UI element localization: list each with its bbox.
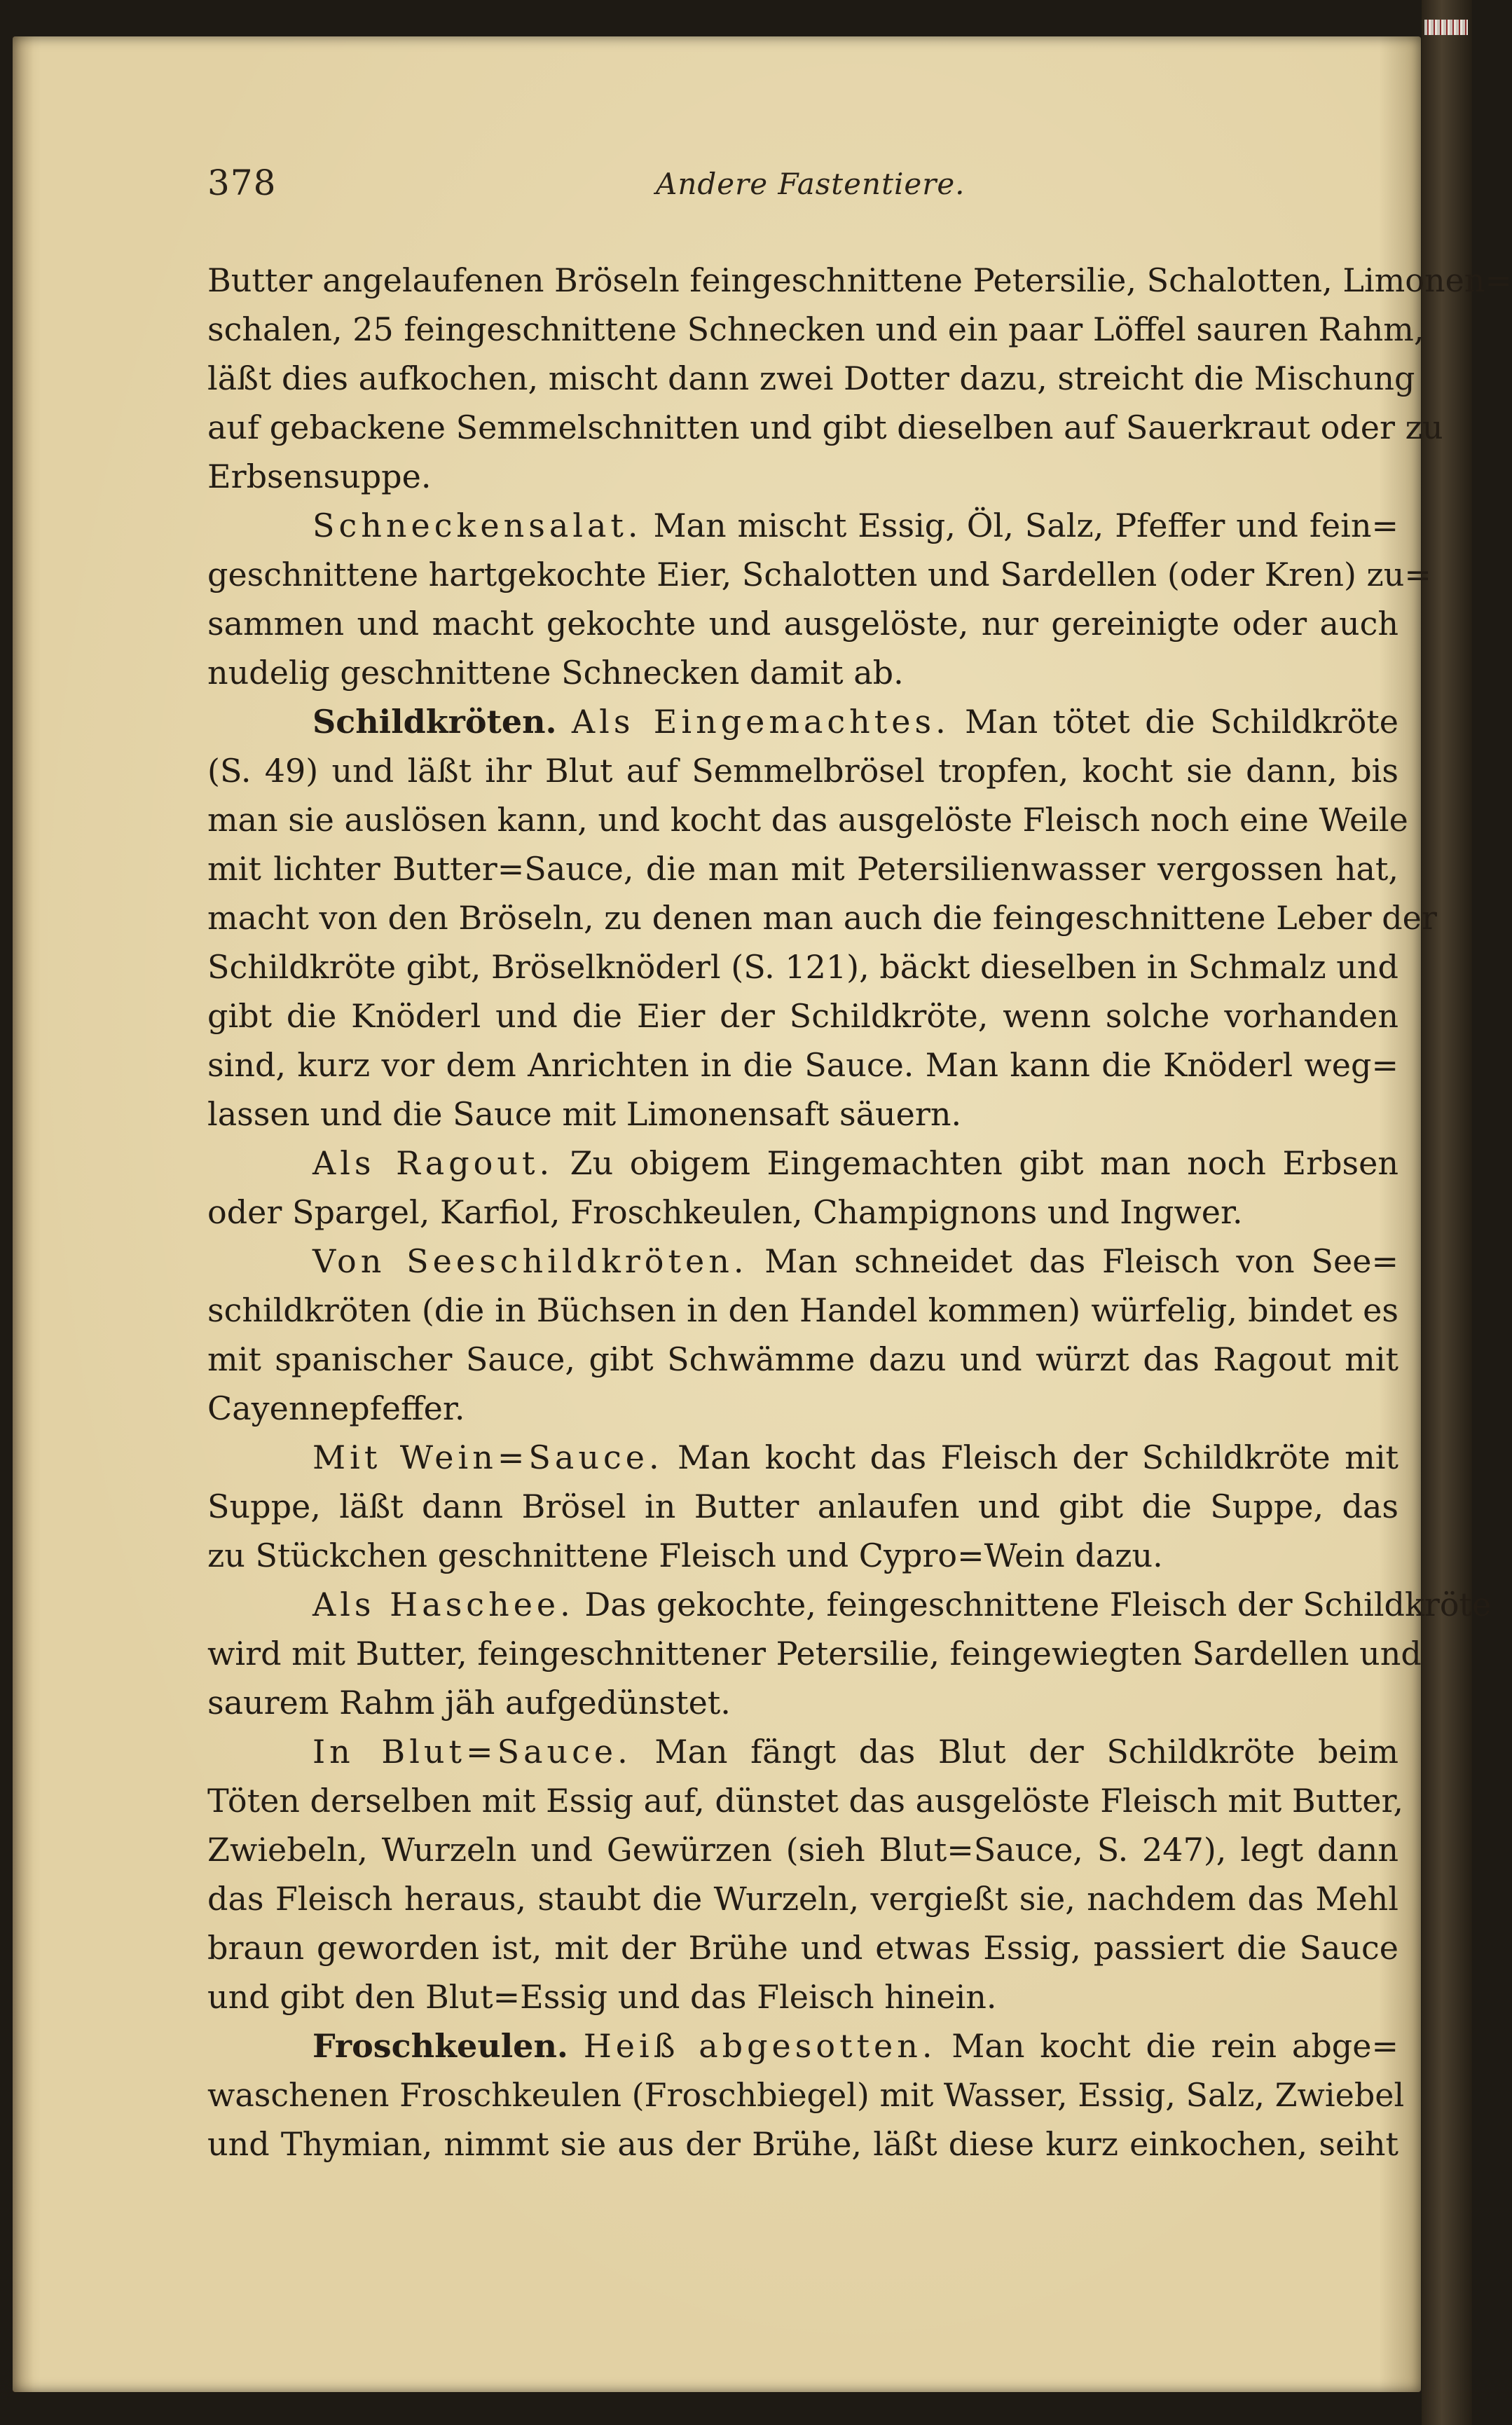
text-run: macht von den Bröseln, zu denen man auch die feingeschnittene Leber der	[207, 899, 1437, 937]
text-run: oder Spargel, Karfiol, Froschkeulen, Champignons und Ingwer.	[207, 1193, 1243, 1231]
text-run: Schildkröte gibt, Bröselknöderl (S. 121), bäckt dieselben in Schmalz und	[207, 948, 1398, 986]
text-run: waschenen Froschkeulen (Froschbiegel) mit Wasser, Essig, Salz, Zwiebel	[207, 2076, 1405, 2114]
text-run: und gibt den Blut=Essig und das Fleisch hinein.	[207, 1978, 997, 2016]
text-line	[207, 501, 1398, 550]
text-line	[207, 354, 1415, 403]
recipe-title: Als Haschee.	[312, 1586, 575, 1623]
text-run: schildkröten (die in Büchsen in den Handel kommen) würfelig, bindet es	[207, 1291, 1398, 1329]
text-run: Zu obigem Eingemachten gibt man noch Erbsen	[554, 1144, 1399, 1182]
recipe-title: Mit Wein=Sauce.	[312, 1438, 664, 1476]
text-line	[207, 893, 1437, 942]
text-run: das Fleisch heraus, staubt die Wurzeln, vergießt sie, nachdem das Mehl	[207, 1880, 1398, 1918]
text-line	[207, 746, 1398, 795]
page-fold-shadow	[13, 36, 34, 2392]
section-heading: Schildkröten.	[312, 703, 557, 741]
text-run: mit spanischer Sauce, gibt Schwämme dazu und würzt das Ragout mit	[207, 1340, 1398, 1378]
text-run: sammen und macht gekochte und ausgelöste, nur gereinigte oder auch	[207, 605, 1398, 643]
text-line	[207, 550, 1431, 599]
text-line	[207, 1678, 1398, 1727]
text-line	[207, 1972, 1398, 2021]
text-line	[207, 1286, 1398, 1335]
text-line	[207, 452, 1398, 501]
text-run: läßt dies aufkochen, mischt dann zwei Dotter dazu, streicht die Mischung	[207, 359, 1415, 397]
text-run: Man kocht das Fleisch der Schildkröte mit	[663, 1438, 1398, 1476]
recipe-title: Schneckensalat.	[312, 507, 642, 544]
text-run: braun geworden ist, mit der Brühe und etwas Essig, passiert die Sauce	[207, 1929, 1398, 1967]
text-line	[207, 697, 1398, 746]
recipe-title: Heiß abgesotten.	[583, 2027, 937, 2065]
recipe-title: Als Eingemachtes.	[571, 703, 950, 741]
text-run: Man mischt Essig, Öl, Salz, Pfeffer und fein=	[642, 507, 1398, 544]
text-line	[207, 991, 1398, 1040]
text-run	[557, 703, 572, 741]
text-line	[207, 2120, 1398, 2169]
text-line	[207, 1727, 1398, 1776]
recipe-title: Als Ragout.	[312, 1144, 554, 1182]
text-run: Suppe, läßt dann Brösel in Butter anlaufen und gibt die Suppe, das	[207, 1488, 1398, 1525]
text-line	[207, 1384, 1398, 1433]
text-run: Zwiebeln, Wurzeln und Gewürzen (sieh Blut=Sauce, S. 247), legt dann	[207, 1831, 1398, 1869]
body-text	[207, 256, 1512, 2169]
text-run: Man fängt das Blut der Schildkröte beim	[631, 1733, 1398, 1771]
text-line	[207, 1482, 1398, 1531]
text-run	[568, 2027, 584, 2065]
text-run: Töten derselben mit Essig auf, dünstet das ausgelöste Fleisch mit Butter,	[207, 1782, 1404, 1820]
text-line	[207, 1776, 1404, 1825]
text-line	[207, 1139, 1398, 1188]
running-head: Andere Fastentiere.	[656, 167, 965, 201]
page-number: 378	[207, 163, 277, 203]
text-line	[207, 1237, 1398, 1286]
text-run: wird mit Butter, feingeschnittener Petersilie, feingewiegten Sardellen und	[207, 1635, 1422, 1672]
text-line	[207, 1531, 1398, 1580]
text-line	[207, 305, 1424, 354]
text-line	[207, 1580, 1492, 1629]
text-line	[207, 1040, 1398, 1090]
text-run: Man schneidet das Fleisch von See=	[748, 1242, 1398, 1280]
text-line	[207, 1188, 1398, 1237]
text-line	[207, 403, 1443, 452]
text-run: Man kocht die rein abge=	[936, 2027, 1399, 2065]
text-line	[207, 1090, 1398, 1139]
text-run: zu Stückchen geschnittene Fleisch und Cypro=Wein dazu.	[207, 1537, 1163, 1574]
text-line	[207, 1335, 1398, 1384]
text-line	[207, 2021, 1398, 2070]
text-run: nudelig geschnittene Schnecken damit ab.	[207, 654, 904, 692]
text-run: auf gebackene Semmelschnitten und gibt dieselben auf Sauerkraut oder zu	[207, 408, 1443, 446]
text-run: geschnittene hartgekochte Eier, Schalotten und Sardellen (oder Kren) zu=	[207, 556, 1431, 593]
text-line	[207, 2070, 1405, 2120]
text-run: man sie auslösen kann, und kocht das ausgelöste Fleisch noch eine Weile	[207, 801, 1408, 839]
text-run: saurem Rahm jäh aufgedünstet.	[207, 1684, 731, 1722]
page-header	[207, 163, 1328, 212]
text-run: Man tötet die Schildkröte	[949, 703, 1398, 741]
text-run: und Thymian, nimmt sie aus der Brühe, läßt diese kurz einkochen, seiht	[207, 2125, 1398, 2163]
text-line	[207, 599, 1398, 648]
text-line	[207, 844, 1398, 893]
recipe-title: Von Seeschildkröten.	[312, 1242, 748, 1280]
text-run: mit lichter Butter=Sauce, die man mit Petersilienwasser vergossen hat,	[207, 850, 1398, 888]
recipe-title: In Blut=Sauce.	[312, 1733, 632, 1771]
text-line	[207, 1874, 1398, 1923]
text-run: (S. 49) und läßt ihr Blut auf Semmelbrösel tropfen, kocht sie dann, bis	[207, 752, 1398, 790]
text-run: Butter angelaufenen Bröseln feingeschnittene Petersilie, Schalotten, Limonen=	[207, 261, 1512, 299]
text-run: lassen und die Sauce mit Limonensaft säuern.	[207, 1095, 962, 1133]
text-line	[207, 942, 1398, 991]
binding-strip	[1424, 20, 1468, 35]
text-line	[207, 256, 1512, 305]
text-run: Das gekochte, feingeschnittene Fleisch der Schildkröte	[574, 1586, 1492, 1623]
section-heading: Froschkeulen.	[312, 2027, 568, 2065]
text-run: sind, kurz vor dem Anrichten in die Sauce. Man kann die Knöderl weg=	[207, 1046, 1398, 1084]
book-spine	[1422, 0, 1472, 2425]
text-line	[207, 1629, 1422, 1678]
text-line	[207, 795, 1408, 844]
text-run: Erbsensuppe.	[207, 458, 432, 495]
text-line	[207, 648, 1398, 697]
text-line	[207, 1923, 1398, 1972]
text-line	[207, 1825, 1398, 1874]
text-run: gibt die Knöderl und die Eier der Schildkröte, wenn solche vorhanden	[207, 997, 1398, 1035]
text-run: schalen, 25 feingeschnittene Schnecken und ein paar Löffel sauren Rahm,	[207, 310, 1424, 348]
text-line	[207, 1433, 1398, 1482]
text-run: Cayennepfeffer.	[207, 1389, 465, 1427]
